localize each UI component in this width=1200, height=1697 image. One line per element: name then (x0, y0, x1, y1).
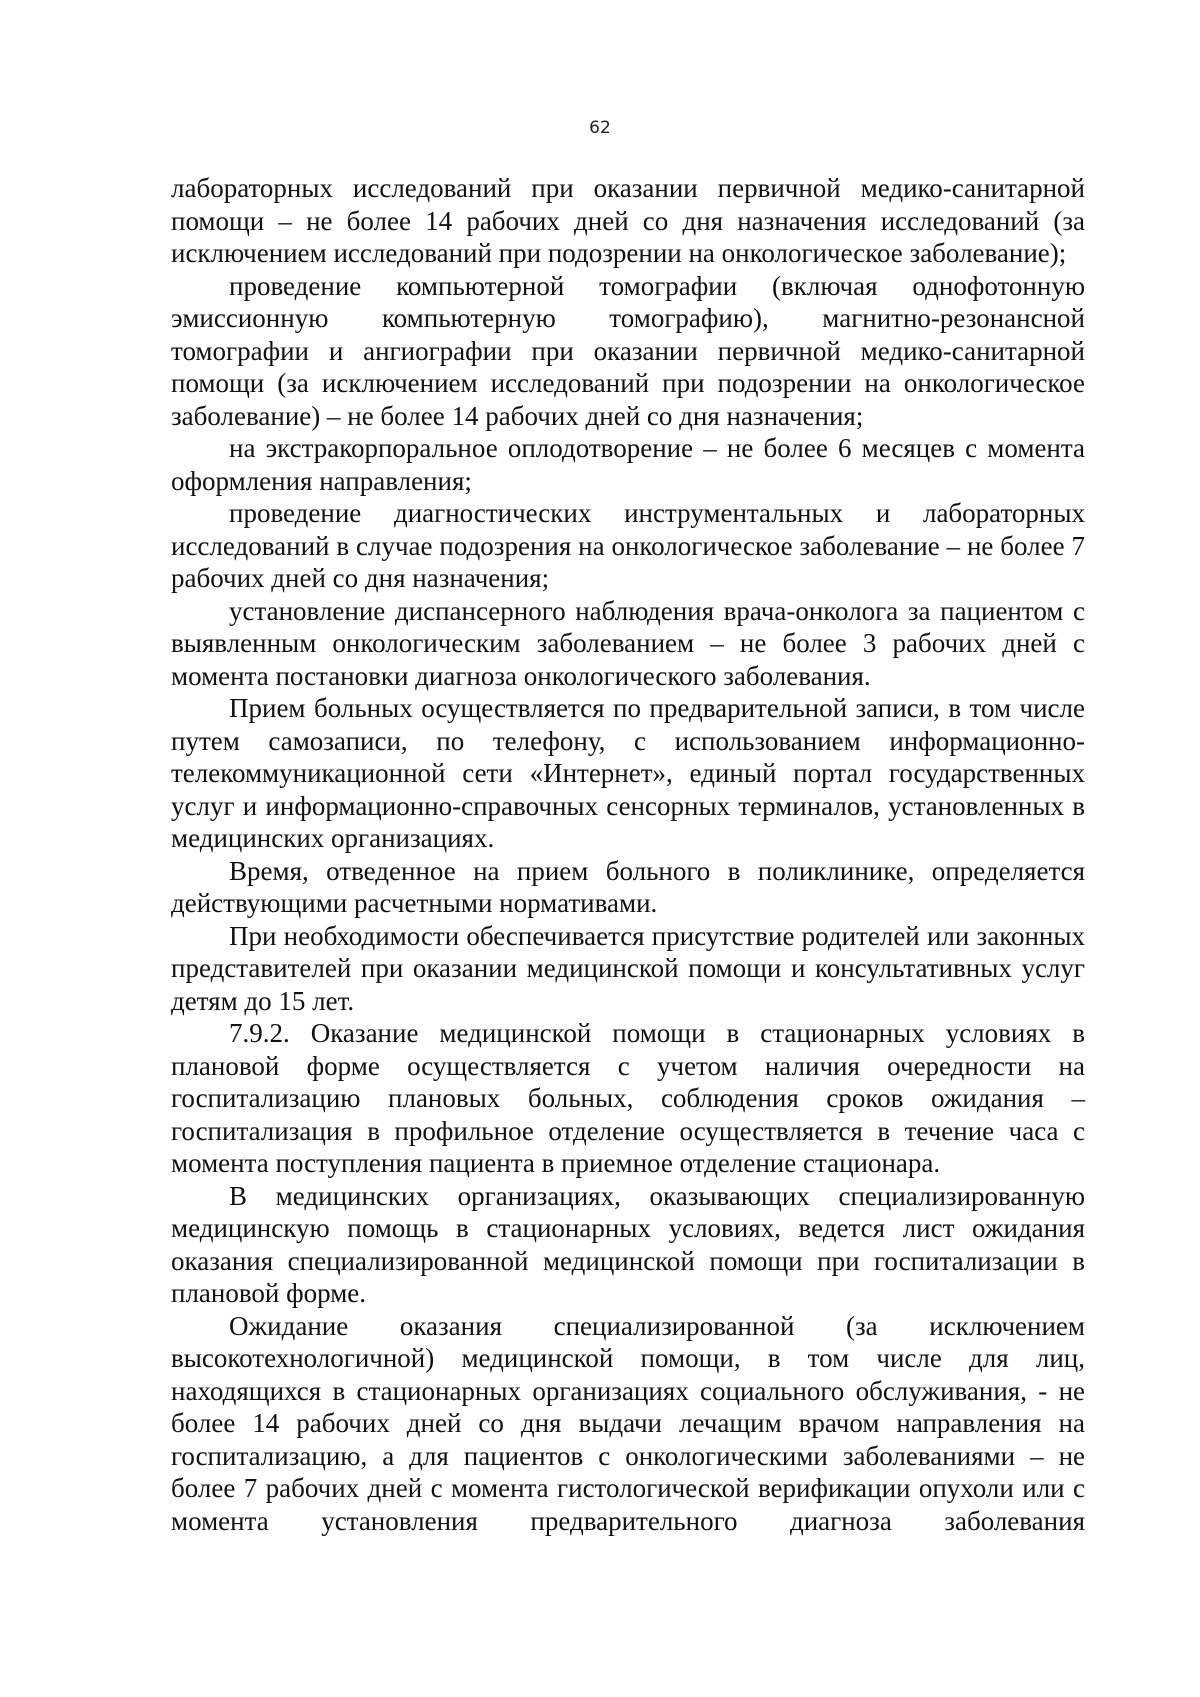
paragraph-lab-tests-continuation: лабораторных исследований при оказании первичной медико-санитарной помощи – не более 14 рабочих дней со дня назначения исследований (за исключением исследований при подозрении на онкологическое заболевание); (171, 173, 1085, 268)
paragraph-oncology-diagnostics: проведение диагностических инструментальных и лабораторных исследований в случае подозрения на онкологическое заболевание – не более 7 рабочих дней со дня назначения; (171, 498, 1085, 593)
paragraph-oncologist-observation: установление диспансерного наблюдения врача-онколога за пациентом с выявленным онкологическим заболеванием – не более 3 рабочих дней с момента постановки диагноза онкологического заболевания. (171, 595, 1085, 691)
paragraph-waiting-period: Ожидание оказания специализированной (за исключением высокотехнологичной) медицинской помощи, в том числе для лиц, находящихся в стационарных организациях социального обслуживания, - не более 14 рабочих дней со дня выдачи лечащим врачом направления на госпитализацию, а для пациентов с онкологическими заболеваниями – не более 7 рабочих дней с момента гистологической верификации опухоли или с момента установления предварительного диагноза заболевания (171, 1310, 1085, 1536)
body-text (171, 172, 1085, 1537)
paragraph-ct-mri: проведение компьютерной томографии (включая однофотонную эмиссионную компьютерную томографию), магнитно-резонансной томографии и ангиографии при оказании первичной медико-санитарной помощи (за исключением исследований при подозрении на онкологическое заболевание) – не более 14 рабочих дней со дня назначения; (171, 270, 1085, 431)
page-number: 62 (589, 118, 611, 138)
paragraph-parents-presence: При необходимости обеспечивается присутствие родителей или законных представителей при оказании медицинской помощи и консультативных услуг детям до 15 лет. (171, 920, 1085, 1016)
paragraph-appointment-booking: Прием больных осуществляется по предварительной записи, в том числе путем самозаписи, по телефону, с использованием информационно-телекоммуникационной сети «Интернет», единый портал государственных услуг и информационно-справочных сенсорных терминалов, установленных в медицинских организациях. (171, 693, 1085, 853)
paragraph-waiting-list: В медицинских организациях, оказывающих специализированную медицинскую помощь в стационарных условиях, ведется лист ожидания оказания специализированной медицинской помощи при госпитализации в плановой форме. (171, 1180, 1085, 1308)
paragraph-appointment-time: Время, отведенное на прием больного в поликлинике, определяется действующими расчетными нормативами. (171, 855, 1085, 918)
paragraph-ivf: на экстракорпоральное оплодотворение – не более 6 месяцев с момента оформления направления; (171, 433, 1085, 496)
paragraph-7-9-2-inpatient-care: 7.9.2. Оказание медицинской помощи в стационарных условиях в плановой форме осуществляется с учетом наличия очередности на госпитализацию плановых больных, соблюдения сроков ожидания – госпитализация в профильное отделение осуществляется в течение часа с момента поступления пациента в приемное отделение стационара. (171, 1018, 1085, 1178)
